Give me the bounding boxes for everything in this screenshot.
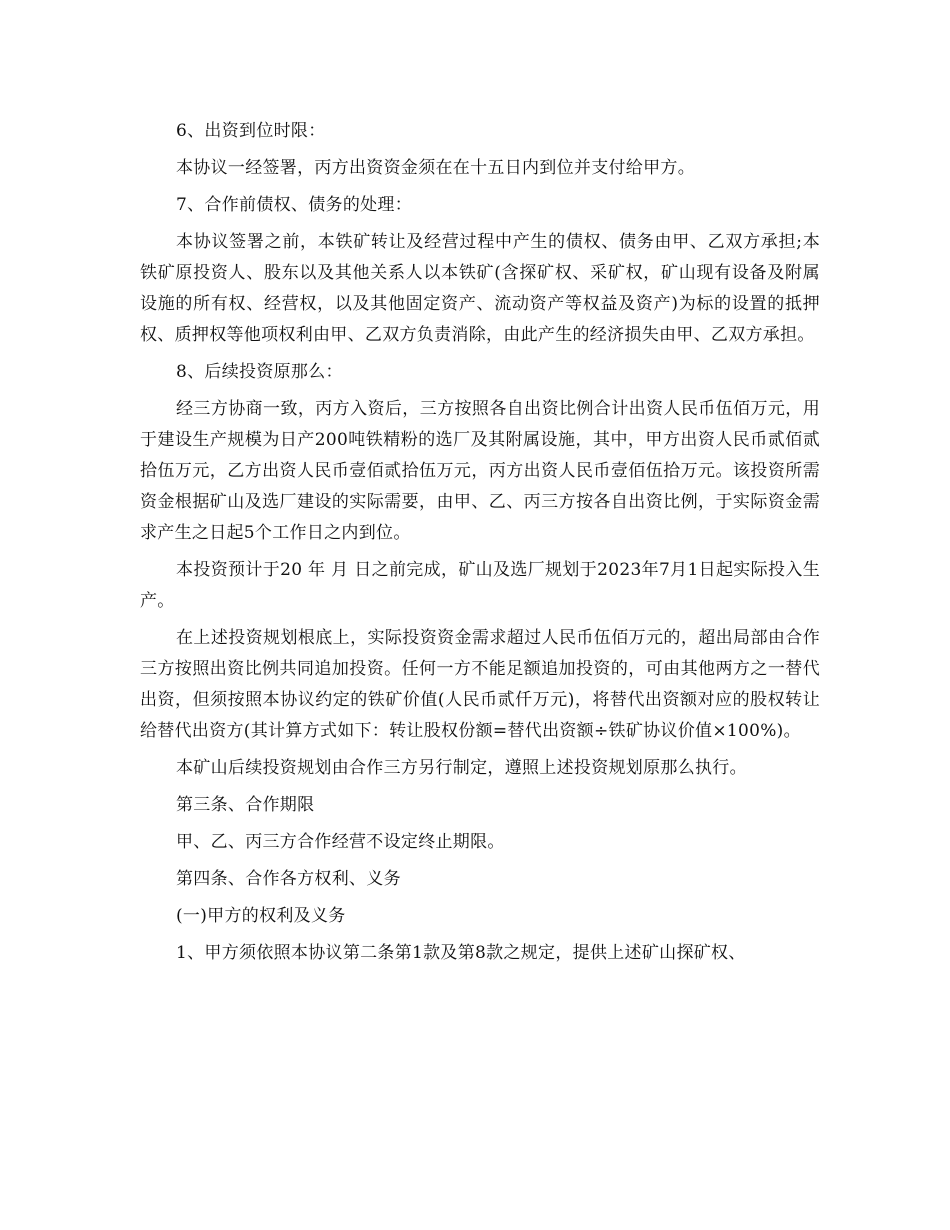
article-4-heading: 第四条、合作各方权利、义务 — [176, 869, 401, 889]
clause-6-text: 本协议一经签署，丙方出资资金须在在十五日内到位并支付给甲方。 — [176, 158, 695, 178]
clause-7-text: 本协议签署之前，本铁矿转让及经营过程中产生的债权、债务由甲、乙双方承担;本铁矿原投资人、股东以及其他关系人以本铁矿(含探矿权、采矿权，矿山现有设备及附属设施的所有权、经营权，以及其他固定资产、流动资产等权益及资产)为标的设置的抵押权、质押权等他项权利由甲、乙双方负责消除，由此产生的经济损失由甲、乙双方承担。 — [140, 232, 820, 345]
party-a-clause-1: 1、甲方须依照本协议第二条第1款及第8款之规定，提供上述矿山探矿权、 — [176, 943, 746, 963]
clause-8-text-additional: 在上述投资规划根底上，实际投资资金需求超过人民币伍佰万元的，超出局部由合作三方按照出资比例共同追加投资。任何一方不能足额追加投资的，可由其他两方之一替代出资，但须按照本协议约定的铁矿价值(人民币贰仟万元)，将替代出资额对应的股权转让给替代出资方(其计算方式如下：转让股权份额=替代出资额÷铁矿协议价值×100%)。 — [140, 628, 820, 741]
clause-8-text-investment: 经三方协商一致，丙方入资后，三方按照各自出资比例合计出资人民币伍佰万元，用于建设生产规模为日产200吨铁精粉的选厂及其附属设施，其中，甲方出资人民币贰佰贰拾伍万元，乙方出资人民币壹佰贰拾伍万元，丙方出资人民币壹佰伍拾万元。该投资所需资金根据矿山及选厂建设的实际需要，由甲、乙、丙三方按各自出资比例，于实际资金需求产生之日起5个工作日之内到位。 — [140, 399, 820, 543]
clause-8-text-schedule: 本投资预计于20 年 月 日之前完成，矿山及选厂规划于2023年7月1日起实际投入生产。 — [140, 560, 820, 611]
clause-6-heading: 6、出资到位时限： — [176, 121, 326, 141]
article-3-heading: 第三条、合作期限 — [176, 795, 315, 815]
document-body — [140, 116, 820, 975]
clause-7-heading: 7、合作前债权、债务的处理： — [176, 195, 413, 215]
clause-8-heading: 8、后续投资原那么： — [176, 362, 343, 382]
article-3-text: 甲、乙、丙三方合作经营不设定终止期限。 — [176, 832, 505, 852]
clause-8-text-plan: 本矿山后续投资规划由合作三方另行制定，遵照上述投资规划原那么执行。 — [176, 758, 747, 778]
party-a-rights-heading: (一)甲方的权利及义务 — [176, 906, 346, 926]
